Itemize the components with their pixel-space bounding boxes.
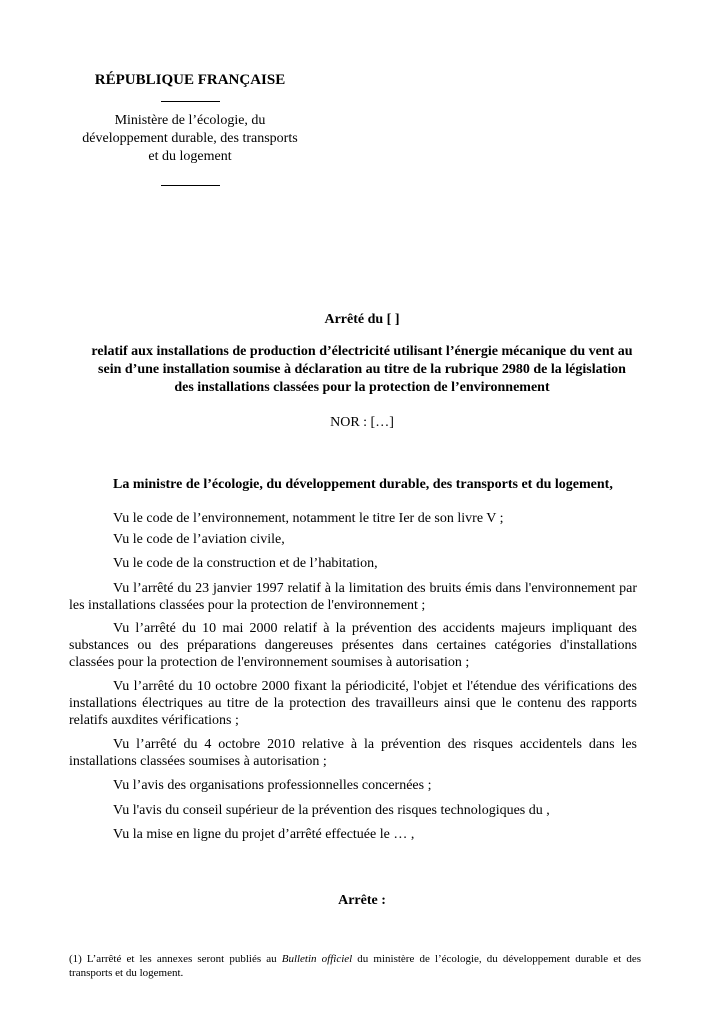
ministry-line: développement durable, des transports — [82, 131, 298, 146]
arrete-date-title: Arrêté du [ ] — [324, 312, 400, 327]
subject-line: des installations classées pour la protection de l’environnement — [174, 380, 550, 395]
footnote-italic: Bulletin officiel — [281, 953, 353, 965]
ministry-name — [60, 112, 320, 166]
vu-paragraph — [69, 531, 637, 548]
vu-text: Vu la mise en ligne du projet d’arrêté effectuée le … , — [113, 827, 415, 842]
vu-text: Vu l'avis du conseil supérieur de la prévention des risques technologiques du , — [113, 803, 550, 818]
vu-text: Vu l’arrêté du 10 mai 2000 relatif à la prévention des accidents majeurs impliquant des substances ou des préparations dangereuses présentes dans certaines catégories d'installations classées pour la protection de l'environnement soumises à autorisation ; — [69, 621, 637, 670]
header-rule-bottom — [161, 185, 220, 186]
vu-paragraph — [69, 620, 637, 671]
arrete-subject — [40, 343, 684, 397]
ministry-line: Ministère de l’écologie, du — [114, 113, 266, 128]
vu-text: Vu le code de l’environnement, notamment le titre Ier de son livre V ; — [113, 511, 504, 526]
vu-text: Vu l’arrêté du 4 octobre 2010 relative à la prévention des risques accidentels dans les installations classées soumises à autorisation ; — [69, 737, 637, 769]
vu-paragraph — [69, 510, 637, 527]
republic-heading: RÉPUBLIQUE FRANÇAISE — [94, 72, 286, 88]
arrete-heading: Arrête : — [338, 893, 386, 908]
vu-text: Vu l’arrêté du 23 janvier 1997 relatif à la limitation des bruits émis dans l'environnement par les installations classées pour la protection de l'environnement ; — [69, 581, 637, 613]
subject-line: sein d’une installation soumise à déclaration au titre de la rubrique 2980 de la législation — [98, 362, 626, 377]
vu-paragraph — [69, 826, 637, 843]
vu-paragraph — [69, 777, 637, 794]
footnote-text: (1) L’arrêté et les annexes seront publiés au — [69, 953, 282, 965]
footnote — [69, 952, 641, 980]
vu-text: Vu le code de la construction et de l’habitation, — [113, 556, 378, 571]
vu-text: Vu le code de l’aviation civile, — [113, 532, 285, 547]
header-rule-top — [161, 101, 220, 102]
vu-text: Vu l’avis des organisations professionnelles concernées ; — [113, 778, 432, 793]
nor-reference: NOR : […] — [330, 415, 394, 430]
vu-paragraph — [69, 802, 637, 819]
minister-line: La ministre de l’écologie, du développement durable, des transports et du logement, — [113, 477, 613, 492]
vu-text: Vu l’arrêté du 10 octobre 2000 fixant la périodicité, l'objet et l'étendue des vérifications des installations électriques au titre de la protection des travailleurs ainsi que le contenu des rapports relatifs auxdites vérifications ; — [69, 679, 637, 728]
vu-paragraph — [69, 736, 637, 770]
footnote-text: du ministère de l’écologie, du développement durable et des transports et du logement. — [69, 953, 641, 979]
vu-paragraph — [69, 678, 637, 729]
vu-paragraph — [69, 555, 637, 572]
subject-line: relatif aux installations de production d’électricité utilisant l’énergie mécanique du vent au — [91, 344, 633, 359]
vu-paragraph — [69, 580, 637, 614]
ministry-line: et du logement — [148, 149, 232, 164]
